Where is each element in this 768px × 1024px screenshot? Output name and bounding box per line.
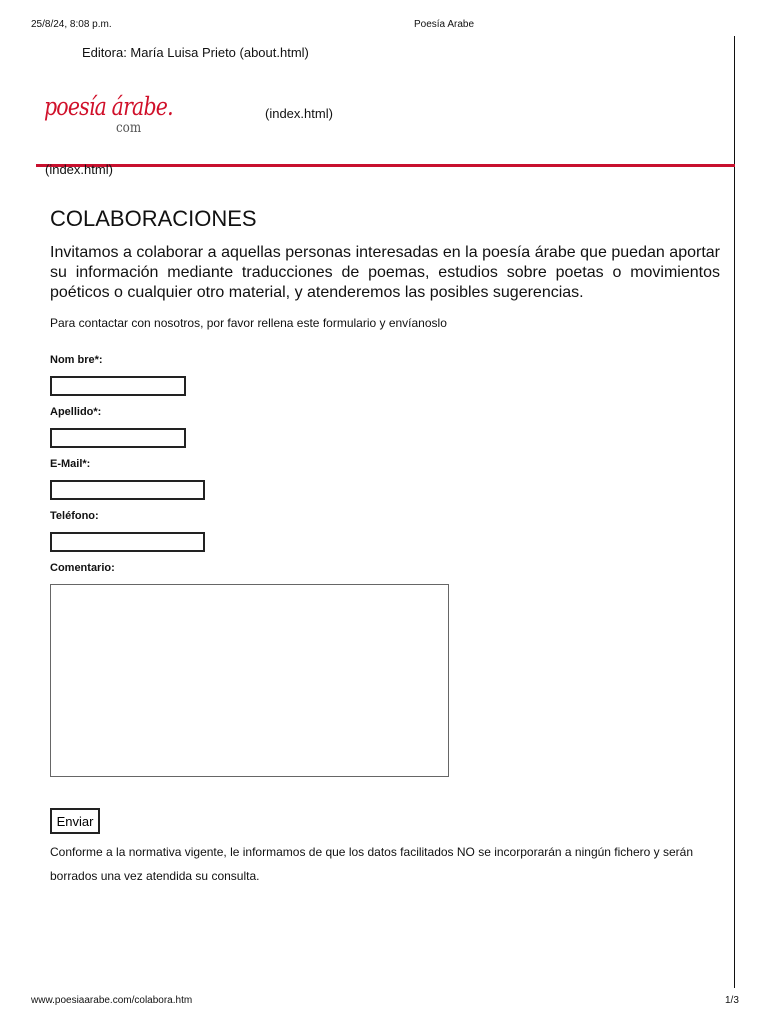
- print-page-number: 1/3: [725, 995, 739, 1006]
- home-link[interactable]: (index.html): [265, 106, 333, 121]
- intro-paragraph: Invitamos a colaborar a aquellas personas interesadas en la poesía árabe que puedan aportar su información mediante traducciones de poemas, estudios sobre poetas o movimientos poéticos o cualquier otro material, y atenderemos las posibles sugerencias.: [50, 244, 720, 301]
- comentario-textarea[interactable]: [50, 584, 449, 777]
- contact-note: Para contactar con nosotros, por favor rellena este formulario y envíanoslo: [50, 316, 447, 330]
- email-label: E-Mail*:: [50, 458, 91, 470]
- page-title: COLABORACIONES: [50, 206, 257, 231]
- header-divider: [36, 164, 735, 167]
- apellido-input[interactable]: [50, 428, 186, 448]
- nombre-label: Nom bre*:: [50, 354, 103, 366]
- editor-link[interactable]: Editora: María Luisa Prieto (about.html): [82, 45, 309, 60]
- telefono-label: Teléfono:: [50, 510, 99, 522]
- email-input[interactable]: [50, 480, 205, 500]
- apellido-label: Apellido*:: [50, 406, 102, 418]
- print-title: Poesía Arabe: [413, 19, 475, 30]
- logo-main-text: poesía árabe.: [44, 92, 173, 121]
- home-link-secondary[interactable]: (index.html): [45, 162, 113, 177]
- comentario-label: Comentario:: [50, 562, 115, 574]
- site-logo[interactable]: [44, 92, 173, 152]
- privacy-notice: Conforme a la normativa vigente, le informamos de que los datos facilitados NO se incorporarán a ningún fichero y serán borrados una vez atendida su consulta.: [50, 845, 694, 883]
- print-url: www.poesiaarabe.com/colabora.htm: [31, 995, 193, 1006]
- telefono-input[interactable]: [50, 532, 205, 552]
- logo-sub-text: com: [116, 120, 142, 136]
- nombre-input[interactable]: [50, 376, 186, 396]
- submit-button[interactable]: Enviar: [50, 808, 100, 834]
- print-datetime: 25/8/24, 8:08 p.m.: [31, 19, 112, 30]
- page-right-border: [734, 36, 735, 988]
